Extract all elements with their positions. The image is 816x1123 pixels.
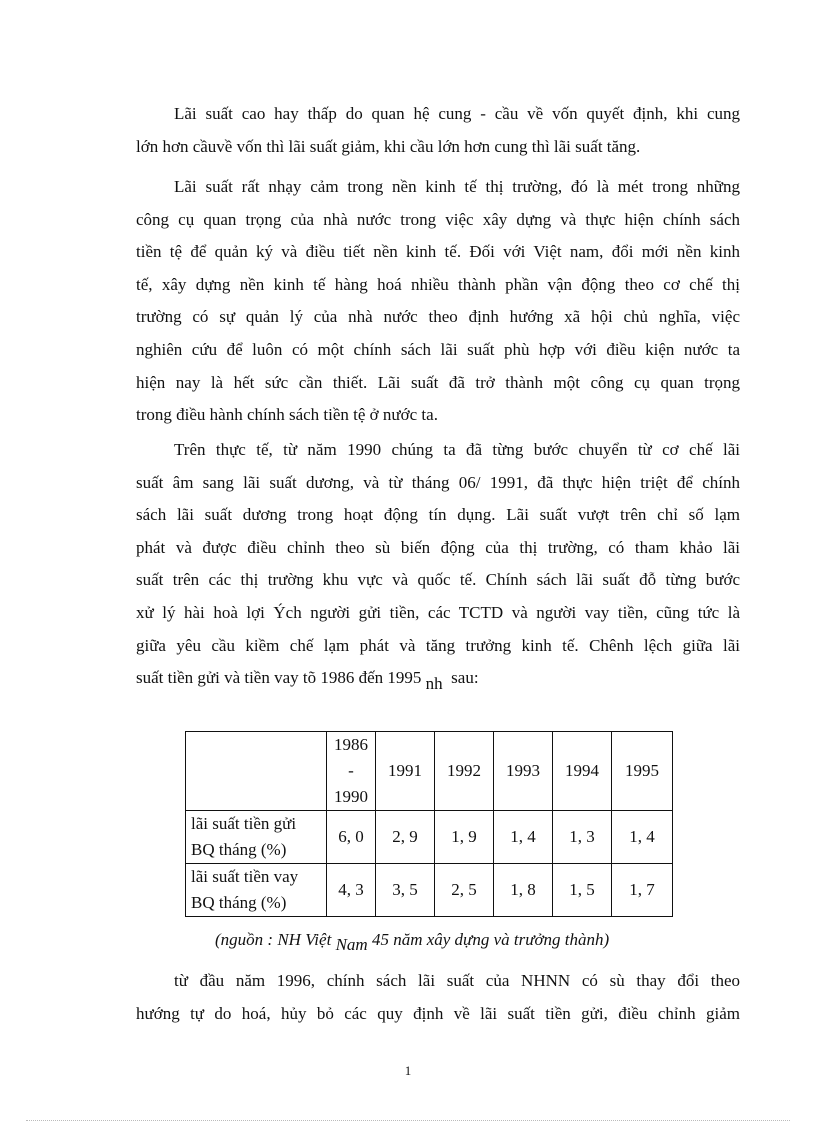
table-cell: 2, 5 — [435, 864, 494, 917]
row-label-loan — [186, 864, 327, 917]
table-header-cell: 1995 — [612, 732, 673, 811]
source-sub: Nam — [335, 935, 368, 954]
text-line-main: suất tiền gửi và tiền vay tõ 1986 đến 1995 — [136, 668, 422, 688]
text-line: hướng tự do hoá, hủy bỏ các quy định về lãi suất tiền gửi, điều chỉnh giảm — [136, 1003, 740, 1023]
text-line-end: sau: — [451, 668, 479, 688]
text-line: nghiên cứu để luôn có một chính sách lãi suất phù hợp với điều kiện nước ta — [136, 339, 740, 359]
row-label-line: lãi suất tiền vay — [191, 867, 299, 886]
table-cell: 1, 7 — [612, 864, 673, 917]
table-corner-cell — [186, 732, 327, 811]
table-cell: 1, 8 — [494, 864, 553, 917]
table-cell: 1, 4 — [612, 811, 673, 864]
text-fragment-nh: nh — [425, 674, 443, 694]
table-cell: 3, 5 — [376, 864, 435, 917]
table-row — [186, 811, 673, 864]
paragraph-interest-sensitivity — [136, 171, 740, 432]
text-line: từ đầu năm 1996, chính sách lãi suất của NHNN có sù thay đổi theo — [174, 971, 740, 990]
table-header-cell: 1992 — [435, 732, 494, 811]
header-year-end: 1990 — [334, 787, 368, 806]
table-cell: 1, 3 — [553, 811, 612, 864]
text-line: tế, xây dựng nền kinh tế hàng hoá nhiều thành phần vận động theo cơ chế thị — [136, 274, 740, 294]
paragraph-supply-demand — [136, 98, 740, 163]
header-dash: - — [348, 761, 354, 780]
text-line: suất trên các thị trường khu vực và quốc tế. Chính sách lãi suất đỗ từng bước — [136, 570, 740, 590]
paragraph-interest-history — [136, 434, 740, 695]
source-before: (nguồn : NH Việt — [215, 930, 332, 949]
text-line: lớn hơn cầuvề vốn thì lãi suất giảm, khi cầu lớn hơn cung thì lãi suất tăng. — [136, 136, 641, 156]
text-line: Lãi suất rất nhạy cảm trong nền kinh tế thị trường, đó là mét trong những — [174, 177, 740, 196]
table-header-row — [186, 732, 673, 811]
table-row — [186, 864, 673, 917]
text-line: phát và được điều chỉnh theo sù biến động của thị trường, có tham khảo lãi — [136, 537, 740, 557]
text-line: suất âm sang lãi suất dương, và từ tháng 06/ 1991, đã thực hiện triệt để chính — [136, 472, 740, 492]
table-source-caption — [215, 930, 695, 954]
text-line: xử lý hài hoà lợi Ých người gửi tiền, các TCTD và người vay tiền, cũng tức là — [136, 602, 740, 622]
table-cell: 1, 4 — [494, 811, 553, 864]
paragraph-1996-policy — [136, 965, 740, 1030]
text-line: hiện nay là hết sức cần thiết. Lãi suất đã trở thành một công cụ quan trọng — [136, 372, 740, 392]
row-label-line: BQ tháng (%) — [191, 840, 287, 859]
text-line: Lãi suất cao hay thấp do quan hệ cung - cầu về vốn quyết định, khi cung — [174, 104, 740, 123]
page-footer-divider — [26, 1120, 790, 1121]
text-line: Trên thực tế, từ năm 1990 chúng ta đã từng bước chuyển từ cơ chế lãi — [174, 440, 740, 459]
interest-rate-table — [185, 731, 673, 917]
text-line: sách lãi suất dương trong hoạt động tín dụng. Lãi suất vượt trên chỉ số lạm — [136, 505, 740, 525]
header-year-start: 1986 — [334, 735, 368, 754]
page-number: 1 — [404, 1063, 412, 1078]
row-label-deposit — [186, 811, 327, 864]
table-cell: 4, 3 — [327, 864, 376, 917]
text-line: giữa yêu cầu kiềm chế lạm phát và tăng trưởng kinh tế. Chênh lệch giữa lãi — [136, 635, 740, 655]
table-cell: 2, 9 — [376, 811, 435, 864]
text-line: công cụ quan trọng của nhà nước trong việc xây dựng và thực hiện chính sách — [136, 209, 740, 229]
text-line: trường có sự quản lý của nhà nước theo định hướng xã hội chủ nghĩa, việc — [136, 307, 740, 327]
table-header-cell: 1993 — [494, 732, 553, 811]
text-line: trong điều hành chính sách tiền tệ ở nước ta. — [136, 405, 438, 425]
text-line — [136, 662, 740, 695]
source-after: 45 năm xây dựng và trưởng thành) — [371, 930, 610, 949]
table-cell: 1, 5 — [553, 864, 612, 917]
table-cell: 6, 0 — [327, 811, 376, 864]
row-label-line: lãi suất tiền gửi — [191, 814, 297, 833]
row-label-line: BQ tháng (%) — [191, 893, 287, 912]
table-header-cell: 1994 — [553, 732, 612, 811]
table-header-cell: 1991 — [376, 732, 435, 811]
table-cell: 1, 9 — [435, 811, 494, 864]
table-header-cell — [327, 732, 376, 811]
text-line: tiền tệ để quản ký và điều tiết nền kinh tế. Đối với Việt nam, đổi mới nền kinh — [136, 242, 740, 262]
